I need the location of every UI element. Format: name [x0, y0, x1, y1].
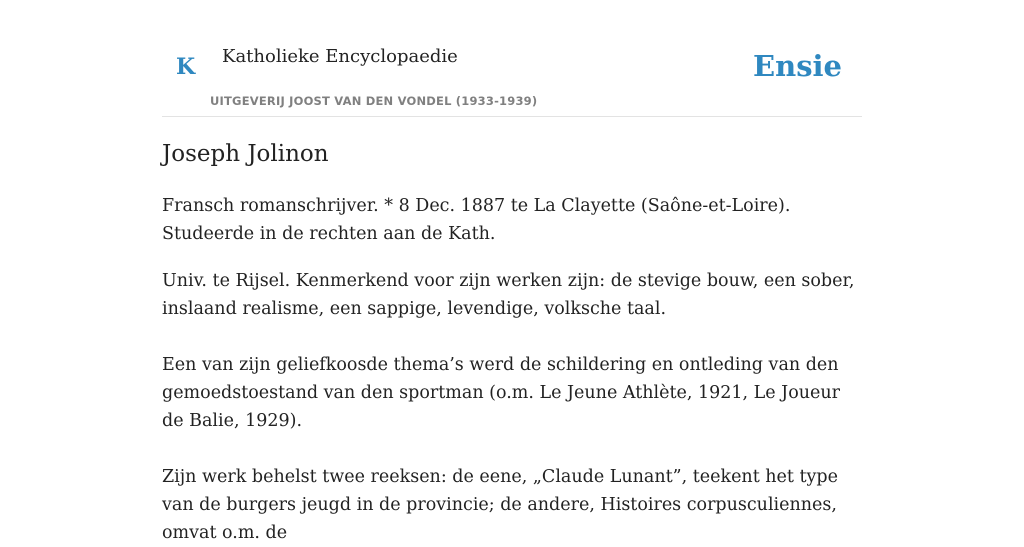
- site-header: [162, 0, 862, 117]
- article-paragraph: Univ. te Rijsel. Kenmerkend voor zijn werken zijn: de stevige bouw, een sober, inslaand realisme, een sappige, levendige, volksche taal.: [162, 271, 855, 319]
- article: [162, 138, 862, 547]
- article-title: Joseph Jolinon: [162, 141, 329, 167]
- site-logo-icon[interactable]: K: [176, 54, 196, 80]
- article-paragraph: Fransch romanschrijver. * 8 Dec. 1887 te La Clayette (Saône-et-Loire). Studeerde in de rechten aan de Kath.: [162, 196, 791, 244]
- article-paragraph: Zijn werk behelst twee reeksen: de eene, „Claude Lunant”, teekent het type van de burgers jeugd in de provincie; de andere, Histoires corpusculiennes, omvat o.m. de: [162, 467, 838, 543]
- ensie-brand-link[interactable]: Ensie: [753, 49, 842, 83]
- publisher-subtitle: UITGEVERIJ JOOST VAN DEN VONDEL (1933-1939): [210, 94, 538, 108]
- article-paragraph: Een van zijn geliefkoosde thema’s werd de schildering en ontleding van den gemoedstoestand van den sportman (o.m. Le Jeune Athlète, 1921, Le Joueur de Balie, 1929).: [162, 355, 840, 431]
- site-title-link[interactable]: Katholieke Encyclopaedie: [222, 46, 458, 67]
